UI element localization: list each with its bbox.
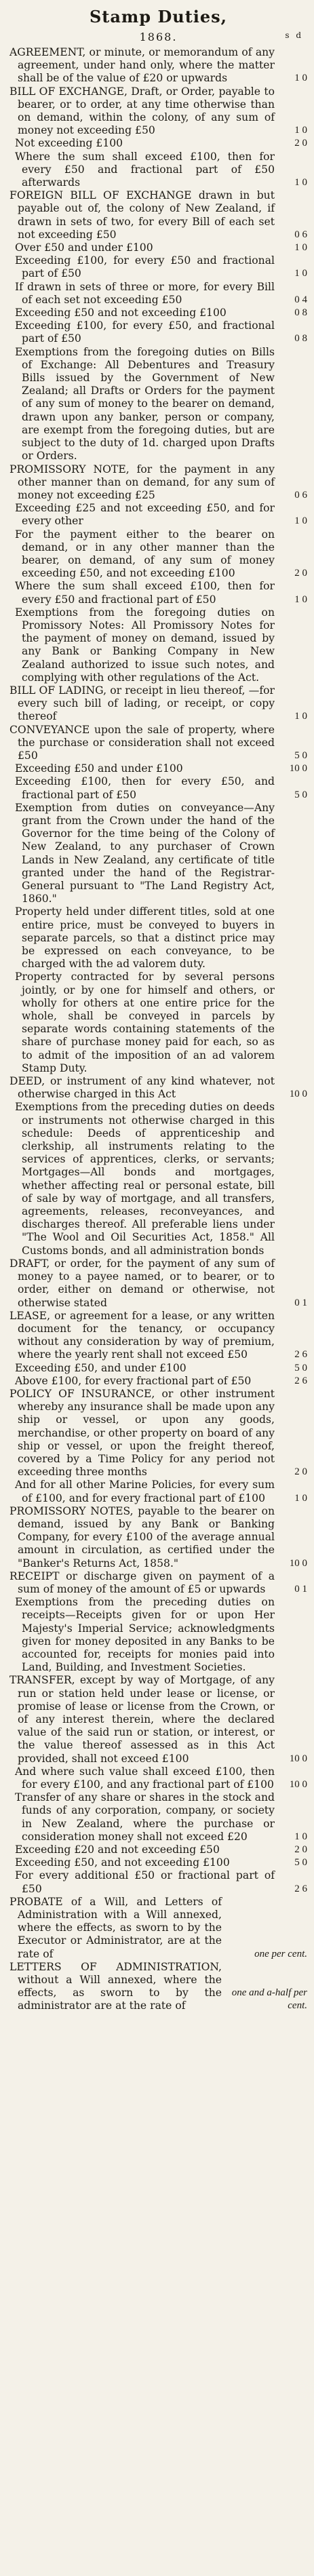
- duty-entry: [9, 151, 307, 190]
- entry-amount: 10 0: [289, 1557, 307, 1569]
- entry-text: And for all other Marine Policies, for every sum of £100, and for every fractional part of £100: [15, 1479, 275, 1504]
- entry-amount: 1 0: [294, 73, 307, 84]
- entry-text: FOREIGN BILL OF EXCHANGE drawn in but payable out of, the colony of New Zealand, if drawn in sets of two, for every Bill of each set not exceeding £50: [9, 189, 275, 241]
- year-row: [9, 31, 307, 43]
- entry-amount: 1 0: [294, 1492, 307, 1504]
- duty-entry: [9, 1101, 307, 1257]
- entry-amount: 2 0: [294, 1844, 307, 1856]
- entry-text: Exemptions from the foregoing duties on Bills of Exchange: All Debentures and Treasury Bills issued by the Government of New Zealand; all Drafts or Orders for the payment of any sum of money to the bearer on demand, drawn upon any banker, person or company, are exempt from the foregoing duties, but are subject to the duty of 1d. charged upon Drafts or Orders.: [15, 345, 275, 463]
- entry-amount: 1 0: [294, 515, 307, 527]
- entry-amount: 0 8: [294, 333, 307, 345]
- duty-entry: [9, 85, 307, 138]
- entry-amount: 1 0: [294, 242, 307, 254]
- entry-amount: 5 0: [294, 1362, 307, 1373]
- entry-text: Exceeding £100, then for every £50, and fractional part of £50: [15, 775, 275, 801]
- entry-text: Over £50 and under £100: [15, 241, 153, 254]
- duty-entry: [9, 528, 307, 581]
- entry-amount: 1 0: [294, 593, 307, 605]
- entry-text: For every additional £50 or fractional part of £50: [15, 1869, 275, 1895]
- duty-entry: [9, 189, 307, 241]
- entry-amount: 2 6: [294, 1349, 307, 1361]
- entry-amount: 10 0: [289, 1779, 307, 1791]
- duty-entry: [9, 137, 307, 150]
- entry-text: Exceeding £25 and not exceeding £50, and for every other: [15, 502, 275, 528]
- entry-text: BILL OF EXCHANGE, Draft, or Order, payable to bearer, or to order, at any time otherwise than on demand, within the colony, of any sum of money not exceeding £50: [9, 85, 275, 137]
- entry-amount: 5 0: [294, 749, 307, 761]
- year-label: 1868.: [139, 31, 178, 43]
- duty-entry: [9, 762, 307, 775]
- duty-entry: [9, 775, 307, 801]
- duty-entry: [9, 1843, 307, 1856]
- entry-amount: 10 0: [289, 1753, 307, 1764]
- entry-text: DRAFT, or order, for the payment of any sum of money to a payee named, or to bearer, or to order, either on demand or otherwise, not otherwise stated: [9, 1257, 275, 1309]
- duty-entry: [9, 1570, 307, 1596]
- entry-text: Exceeding £20 and not exceeding £50: [15, 1843, 220, 1856]
- duty-entry: [9, 281, 307, 307]
- entry-text: And where such value shall exceed £100, then for every £100, and any fractional part of £100: [15, 1765, 275, 1791]
- duty-entry: [9, 971, 307, 1075]
- duty-entry: [9, 463, 307, 503]
- page-title: Stamp Duties,: [89, 7, 228, 26]
- duty-entry: [9, 1596, 307, 1674]
- entry-text: Exemptions from the foregoing duties on Promissory Notes: All Promissory Notes for the payment of money on demand, issued by any Bank or Banking Company in New Zealand authorized to issue such notes, and complying with other regulations of the Act.: [15, 606, 275, 684]
- entry-text: Exceeding £50 and under £100: [15, 762, 183, 775]
- entry-text: Exceeding £50 and not exceeding £100: [15, 307, 227, 319]
- entry-amount: 2 0: [294, 1466, 307, 1478]
- entry-text: Where the sum shall exceed £100, then for every £50 and fractional part of £50: [15, 580, 275, 606]
- entry-amount: 1 0: [294, 268, 307, 279]
- entry-text: Not exceeding £100: [15, 137, 123, 150]
- entry-text: LETTERS OF ADMINISTRATION, without a Will annexed, where the effects, as sworn to by the administrator are at the rate of: [9, 1960, 222, 2012]
- entry-amount: 0 4: [294, 294, 307, 305]
- duty-entry: [9, 241, 307, 254]
- duty-entry: [9, 346, 307, 463]
- entry-text: Exceeding £100, for every £50, and fractional part of £50: [15, 319, 275, 345]
- duty-entry: [9, 1856, 307, 1869]
- entry-amount: 5 0: [294, 1857, 307, 1869]
- duty-entry: [9, 1961, 307, 2013]
- entry-amount: 1 0: [294, 711, 307, 722]
- duty-entry: [9, 905, 307, 971]
- entry-text: DEED, or instrument of any kind whatever, not otherwise charged in this Act: [9, 1075, 275, 1101]
- duty-entry: [9, 1257, 307, 1310]
- duty-entry: [9, 254, 307, 280]
- duty-entry: [9, 1674, 307, 1765]
- duty-entry: [9, 1362, 307, 1375]
- duty-entry: [9, 307, 307, 319]
- column-headings: s d: [285, 31, 303, 40]
- entry-amount: 0 1: [294, 1583, 307, 1595]
- entry-amount: one and a-half per cent.: [231, 1987, 307, 2012]
- duty-entry: [9, 319, 307, 345]
- entry-amount: 2 6: [294, 1375, 307, 1386]
- entry-text: Exemption from duties on conveyance—Any grant from the Crown under the hand of the Governor for the time being of the Colony of New Zealand, to any purchaser of Crown Lands in New Zealand, any certificate of title granted under the hand of the Registrar-General pursuant to "The Land Registry Act, 1860.": [15, 801, 275, 905]
- duty-entry: [9, 684, 307, 724]
- entry-text: BILL OF LADING, or receipt in lieu thereof, —for every such bill of lading, or receipt, or copy thereof: [9, 684, 275, 723]
- entry-text: LEASE, or agreement for a lease, or any written document for the tenancy, or occupancy without any consideration by way of premium, where the yearly rent shall not exceed £50: [9, 1309, 275, 1361]
- entry-text: For the payment either to the bearer on demand, or in any other manner than the bearer, on demand, of any sum of money exceeding £50, and not exceeding £100: [15, 528, 275, 580]
- entry-amount: 10 0: [289, 763, 307, 775]
- entry-text: Transfer of any share or shares in the stock and funds of any corporation, company, or society in New Zealand, where the purchase or consideration money shall not exceed £20: [15, 1791, 275, 1843]
- entry-amount: 5 0: [294, 789, 307, 800]
- entry-amount: 1 0: [294, 125, 307, 136]
- entry-amount: 0 6: [294, 489, 307, 501]
- entry-amount: 0 6: [294, 229, 307, 240]
- entry-amount: one per cent.: [254, 1948, 307, 1959]
- entry-text: RECEIPT or discharge given on payment of a sum of money of the amount of £5 or upwards: [9, 1569, 275, 1595]
- entry-amount: 1 0: [294, 1831, 307, 1842]
- duty-entry: [9, 1869, 307, 1895]
- duty-entry: [9, 1791, 307, 1843]
- entry-text: Exemptions from the preceding duties on receipts—Receipts given for or upon Her Majesty's Imperial Service; acknowledgments given for money deposited in any Banks to be accounted for, receipts for monies paid into Land, Building, and Investment Societies.: [15, 1596, 275, 1674]
- duty-entry: [9, 1310, 307, 1362]
- entry-amount: 2 0: [294, 138, 307, 149]
- entry-text: CONVEYANCE upon the sale of property, where the purchase or consideration shall not exceed £50: [9, 723, 275, 762]
- duty-entry: [9, 46, 307, 85]
- entry-text: Exceeding £50, and under £100: [15, 1361, 187, 1374]
- entry-text: Property contracted for by several persons jointly, or by one for himself and others, or wholly for others at one entire price for the whole, shall be conveyed in parcels by separate words containing statements of the share of purchase money paid for each, so as to admit of the imposition of an ad valorem Stamp Duty.: [15, 971, 275, 1074]
- entry-text: POLICY OF INSURANCE, or other instrument whereby any insurance shall be made upon any ship or vessel, or upon any goods, merchandise, or other property on board of any ship or vessel, or upon the freight thereof, covered by a Time Policy for any period not exceeding three months: [9, 1387, 275, 1479]
- entry-text: PROMISSORY NOTES, payable to the bearer on demand, issued by any Bank or Banking Company, for every £100 of the average annual amount in circulation, as certified under the "Banker's Returns Act, 1858.": [9, 1504, 275, 1569]
- entry-text: TRANSFER, except by way of Mortgage, of any run or station held under lease or license, or promise of lease or license from the Crown, or of any interest therein, where the declared value of the said run or station, or interest, or the value thereof assessed as in this Act provided, shall not exceed £100: [9, 1674, 275, 1765]
- entry-text: If drawn in sets of three or more, for every Bill of each set not exceeding £50: [15, 280, 275, 306]
- duty-entry: [9, 1075, 307, 1101]
- entry-amount: 0 1: [294, 1297, 307, 1308]
- duty-entry: [9, 1505, 307, 1570]
- entry-text: Exemptions from the preceding duties on deeds or instruments not otherwise charged in this schedule: Deeds of apprenticeship and clerkship, all instruments relating to the services of apprentices, clerks, or servants; Mortgages—All bonds and mortgages, whether affecting real or personal estate, bill of sale by way of mortgage, and all transfers, agreements, releases, reconveyances, and discharges thereof. All preferable liens under "The Wool and Oil Securities Act, 1858." All Customs bonds, and all administration bonds: [15, 1101, 275, 1257]
- duty-entry: [9, 802, 307, 906]
- entry-text: Exceeding £100, for every £50 and fractional part of £50: [15, 254, 275, 280]
- entry-amount: 0 8: [294, 307, 307, 319]
- duty-entry: [9, 1765, 307, 1791]
- entry-text: Where the sum shall exceed £100, then for every £50 and fractional part of £50 afterwards: [15, 150, 275, 189]
- duty-list: [9, 46, 307, 2013]
- duty-entry: [9, 724, 307, 763]
- duty-entry: [9, 1896, 307, 1961]
- entry-amount: 2 0: [294, 568, 307, 579]
- entry-text: PROBATE of a Will, and Letters of Administration with a Will annexed, where the effects, as sworn to by the Executor or Administrator, are at the rate of: [9, 1895, 222, 1960]
- entry-text: Property held under different titles, sold at one entire price, must be conveyed to buyers in separate parcels, so that a distinct price may be expressed on each conveyance, to be charged with the ad valorem duty.: [15, 905, 275, 971]
- entry-amount: 2 6: [294, 1883, 307, 1894]
- entry-text: PROMISSORY NOTE, for the payment in any other manner than on demand, for any sum of money not exceeding £25: [9, 463, 275, 501]
- duty-entry: [9, 1388, 307, 1479]
- duty-entry: [9, 606, 307, 684]
- entry-amount: 1 0: [294, 177, 307, 189]
- duty-entry: [9, 1479, 307, 1504]
- entry-text: Exceeding £50, and not exceeding £100: [15, 1856, 230, 1869]
- entry-text: AGREEMENT, or minute, or memorandum of any agreement, under hand only, where the matter shall be of the value of £20 or upwards: [9, 46, 275, 85]
- entry-text: Above £100, for every fractional part of £50: [15, 1374, 252, 1387]
- entry-amount: 10 0: [289, 1089, 307, 1100]
- duty-entry: [9, 502, 307, 528]
- duty-entry: [9, 1375, 307, 1388]
- duty-entry: [9, 580, 307, 606]
